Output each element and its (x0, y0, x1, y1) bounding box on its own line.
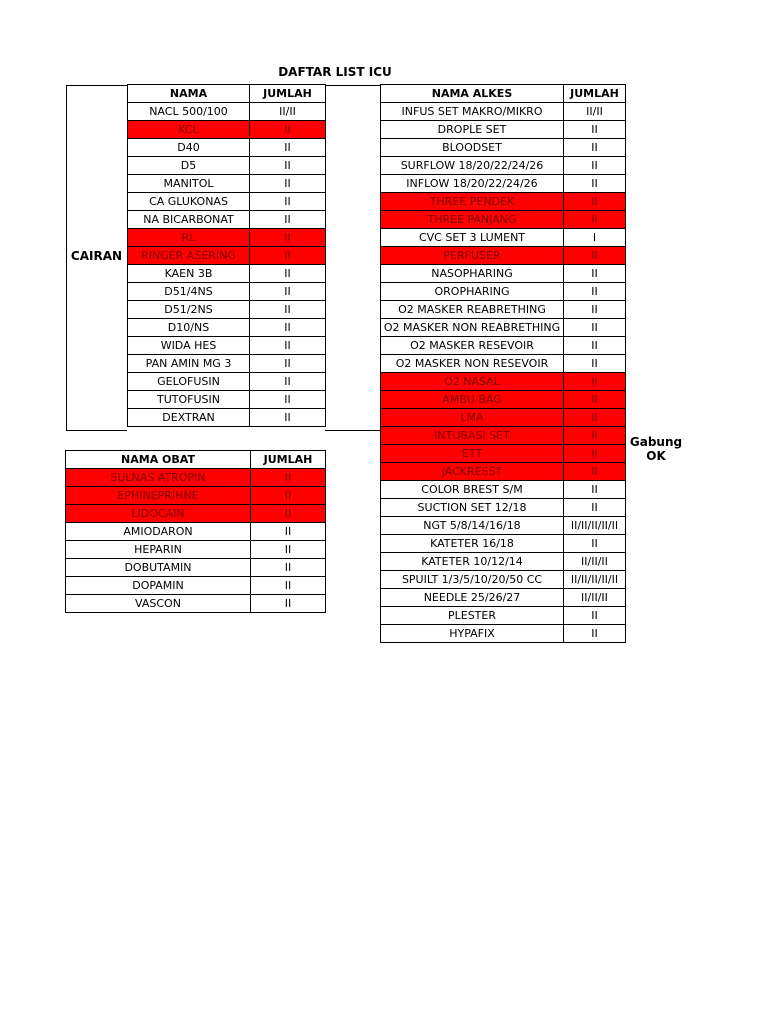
item-name-cell: CA GLUKONAS (128, 193, 250, 211)
alkes-table (380, 84, 626, 643)
table-row (381, 247, 626, 265)
item-quantity-cell: II (250, 409, 326, 427)
item-quantity-cell: I (564, 229, 626, 247)
item-quantity-cell: II (564, 445, 626, 463)
table-row (381, 535, 626, 553)
table-row (381, 157, 626, 175)
table-row (381, 589, 626, 607)
item-name-cell: GELOFUSIN (128, 373, 250, 391)
item-quantity-cell: II (250, 337, 326, 355)
item-quantity-cell: II (564, 625, 626, 643)
item-name-cell: ETT (381, 445, 564, 463)
item-name-cell: D5 (128, 157, 250, 175)
item-quantity-cell: II (250, 121, 326, 139)
item-quantity-cell: II (564, 175, 626, 193)
item-quantity-cell: II (564, 607, 626, 625)
item-quantity-cell: II (250, 211, 326, 229)
table-row (128, 283, 326, 301)
table-row (381, 517, 626, 535)
item-quantity-cell: II (564, 157, 626, 175)
table-row (66, 595, 326, 613)
item-name-cell: KATETER 16/18 (381, 535, 564, 553)
item-quantity-cell: II (250, 247, 326, 265)
table-row (66, 523, 326, 541)
item-name-cell: O2 MASKER RESEVOIR (381, 337, 564, 355)
table-row (66, 487, 326, 505)
item-quantity-cell: II (564, 319, 626, 337)
item-quantity-cell: II/II/II/II/II (564, 517, 626, 535)
item-name-cell: JACKRESST (381, 463, 564, 481)
table-row (381, 319, 626, 337)
table-row (381, 193, 626, 211)
page-title: DAFTAR LIST ICU (278, 65, 392, 79)
item-quantity-cell: II (250, 157, 326, 175)
table-row (381, 175, 626, 193)
table-row (381, 409, 626, 427)
table-row (381, 481, 626, 499)
table-row (128, 301, 326, 319)
item-name-cell: O2 NASAL (381, 373, 564, 391)
item-quantity-cell: II/II (564, 103, 626, 121)
table-row (381, 553, 626, 571)
item-name-cell: AMBU BAG (381, 391, 564, 409)
item-name-cell: DOPAMIN (66, 577, 251, 595)
item-name-cell: KCL (128, 121, 250, 139)
table-row (128, 229, 326, 247)
table-gap-box (325, 85, 381, 431)
item-name-cell: THREE PANJANG (381, 211, 564, 229)
item-quantity-cell: II (251, 469, 326, 487)
item-name-cell: RINGER ASERING (128, 247, 250, 265)
table-row (128, 157, 326, 175)
table-header-row (66, 451, 326, 469)
item-quantity-cell: II (251, 577, 326, 595)
item-name-cell: PAN AMIN MG 3 (128, 355, 250, 373)
header-jumlah: JUMLAH (251, 451, 326, 469)
table-row (128, 265, 326, 283)
table-row (128, 355, 326, 373)
item-name-cell: O2 MASKER NON REABRETHING (381, 319, 564, 337)
header-nama-alkes: NAMA ALKES (381, 85, 564, 103)
item-quantity-cell: II (564, 463, 626, 481)
item-quantity-cell: II (250, 265, 326, 283)
item-name-cell: O2 MASKER NON RESEVOIR (381, 355, 564, 373)
table-row (381, 121, 626, 139)
item-name-cell: TUTOFUSIN (128, 391, 250, 409)
table-row (381, 499, 626, 517)
item-name-cell: NGT 5/8/14/16/18 (381, 517, 564, 535)
item-quantity-cell: II (251, 595, 326, 613)
table-header-row (128, 85, 326, 103)
table-row (128, 373, 326, 391)
item-name-cell: INTUBASI SET (381, 427, 564, 445)
item-quantity-cell: II/II/II/II/II (564, 571, 626, 589)
item-quantity-cell: II (564, 391, 626, 409)
item-name-cell: DEXTRAN (128, 409, 250, 427)
item-name-cell: SUCTION SET 12/18 (381, 499, 564, 517)
item-quantity-cell: II/II/II (564, 553, 626, 571)
item-name-cell: SPUILT 1/3/5/10/20/50 CC (381, 571, 564, 589)
item-quantity-cell: II (250, 355, 326, 373)
item-name-cell: EPHINEPRIHNE (66, 487, 251, 505)
item-name-cell: INFLOW 18/20/22/24/26 (381, 175, 564, 193)
item-name-cell: D51/2NS (128, 301, 250, 319)
table-row (381, 229, 626, 247)
table-row (128, 319, 326, 337)
item-name-cell: CVC SET 3 LUMENT (381, 229, 564, 247)
item-name-cell: PLESTER (381, 607, 564, 625)
table-row (66, 559, 326, 577)
item-quantity-cell: II (250, 283, 326, 301)
item-quantity-cell: II (250, 319, 326, 337)
item-name-cell: HEPARIN (66, 541, 251, 559)
item-name-cell: D10/NS (128, 319, 250, 337)
item-quantity-cell: II (564, 481, 626, 499)
table-row (128, 211, 326, 229)
table-row (66, 577, 326, 595)
item-quantity-cell: II (251, 541, 326, 559)
item-name-cell: AMIODARON (66, 523, 251, 541)
table-row (381, 391, 626, 409)
item-name-cell: HYPAFIX (381, 625, 564, 643)
item-quantity-cell: II (251, 559, 326, 577)
item-quantity-cell: II/II (250, 103, 326, 121)
item-name-cell: SURFLOW 18/20/22/24/26 (381, 157, 564, 175)
item-quantity-cell: II (564, 373, 626, 391)
item-quantity-cell: II (564, 139, 626, 157)
item-name-cell: LIDOCAIN (66, 505, 251, 523)
item-quantity-cell: II (250, 301, 326, 319)
gabung-ok-note: Gabung OK (629, 435, 683, 463)
table-header-row (381, 85, 626, 103)
item-name-cell: THREE PENDEK (381, 193, 564, 211)
item-quantity-cell: II (251, 523, 326, 541)
item-quantity-cell: II (250, 139, 326, 157)
table-row (66, 505, 326, 523)
cairan-table (127, 84, 326, 427)
obat-table (65, 450, 326, 613)
item-name-cell: OROPHARING (381, 283, 564, 301)
item-quantity-cell: II (250, 229, 326, 247)
item-name-cell: PERFUSER (381, 247, 564, 265)
item-name-cell: INFUS SET MAKRO/MIKRO (381, 103, 564, 121)
item-quantity-cell: II (564, 265, 626, 283)
table-row (381, 337, 626, 355)
item-name-cell: NEEDLE 25/26/27 (381, 589, 564, 607)
item-quantity-cell: II (564, 193, 626, 211)
cairan-label: CAIRAN (70, 249, 123, 263)
item-quantity-cell: II (250, 175, 326, 193)
item-name-cell: NASOPHARING (381, 265, 564, 283)
item-name-cell: O2 MASKER REABRETHING (381, 301, 564, 319)
item-quantity-cell: II/II/II (564, 589, 626, 607)
table-row (128, 409, 326, 427)
table-row (381, 373, 626, 391)
table-row (381, 301, 626, 319)
item-quantity-cell: II (250, 373, 326, 391)
item-name-cell: D40 (128, 139, 250, 157)
table-row (128, 391, 326, 409)
item-name-cell: DOBUTAMIN (66, 559, 251, 577)
table-row (381, 463, 626, 481)
item-quantity-cell: II (564, 121, 626, 139)
table-row (128, 193, 326, 211)
item-quantity-cell: II (564, 283, 626, 301)
table-row (381, 355, 626, 373)
item-quantity-cell: II (251, 505, 326, 523)
item-name-cell: COLOR BREST S/M (381, 481, 564, 499)
item-name-cell: NACL 500/100 (128, 103, 250, 121)
item-quantity-cell: II (564, 211, 626, 229)
item-name-cell: BLOODSET (381, 139, 564, 157)
table-row (128, 247, 326, 265)
table-row (381, 625, 626, 643)
item-quantity-cell: II (564, 427, 626, 445)
item-quantity-cell: II (564, 247, 626, 265)
table-row (381, 445, 626, 463)
table-row (128, 175, 326, 193)
item-name-cell: SULNAS ATROPIN (66, 469, 251, 487)
item-quantity-cell: II (564, 337, 626, 355)
table-row (128, 121, 326, 139)
table-row (381, 607, 626, 625)
item-name-cell: RL (128, 229, 250, 247)
item-name-cell: DROPLE SET (381, 121, 564, 139)
item-name-cell: NA BICARBONAT (128, 211, 250, 229)
item-name-cell: VASCON (66, 595, 251, 613)
item-quantity-cell: II (251, 487, 326, 505)
item-quantity-cell: II (564, 535, 626, 553)
header-nama-obat: NAMA OBAT (66, 451, 251, 469)
item-quantity-cell: II (250, 193, 326, 211)
table-row (66, 469, 326, 487)
item-name-cell: LMA (381, 409, 564, 427)
table-row (381, 283, 626, 301)
item-name-cell: KATETER 10/12/14 (381, 553, 564, 571)
table-row (381, 427, 626, 445)
item-quantity-cell: II (564, 409, 626, 427)
header-jumlah: JUMLAH (250, 85, 326, 103)
table-row (128, 139, 326, 157)
table-row (381, 211, 626, 229)
table-row (381, 571, 626, 589)
table-row (381, 265, 626, 283)
header-jumlah: JUMLAH (564, 85, 626, 103)
item-name-cell: D51/4NS (128, 283, 250, 301)
header-nama: NAMA (128, 85, 250, 103)
item-name-cell: KAEN 3B (128, 265, 250, 283)
item-name-cell: MANITOL (128, 175, 250, 193)
item-name-cell: WIDA HES (128, 337, 250, 355)
table-row (381, 139, 626, 157)
table-row (128, 337, 326, 355)
table-row (66, 541, 326, 559)
item-quantity-cell: II (564, 499, 626, 517)
table-row (381, 103, 626, 121)
item-quantity-cell: II (564, 301, 626, 319)
table-row (128, 103, 326, 121)
item-quantity-cell: II (250, 391, 326, 409)
item-quantity-cell: II (564, 355, 626, 373)
